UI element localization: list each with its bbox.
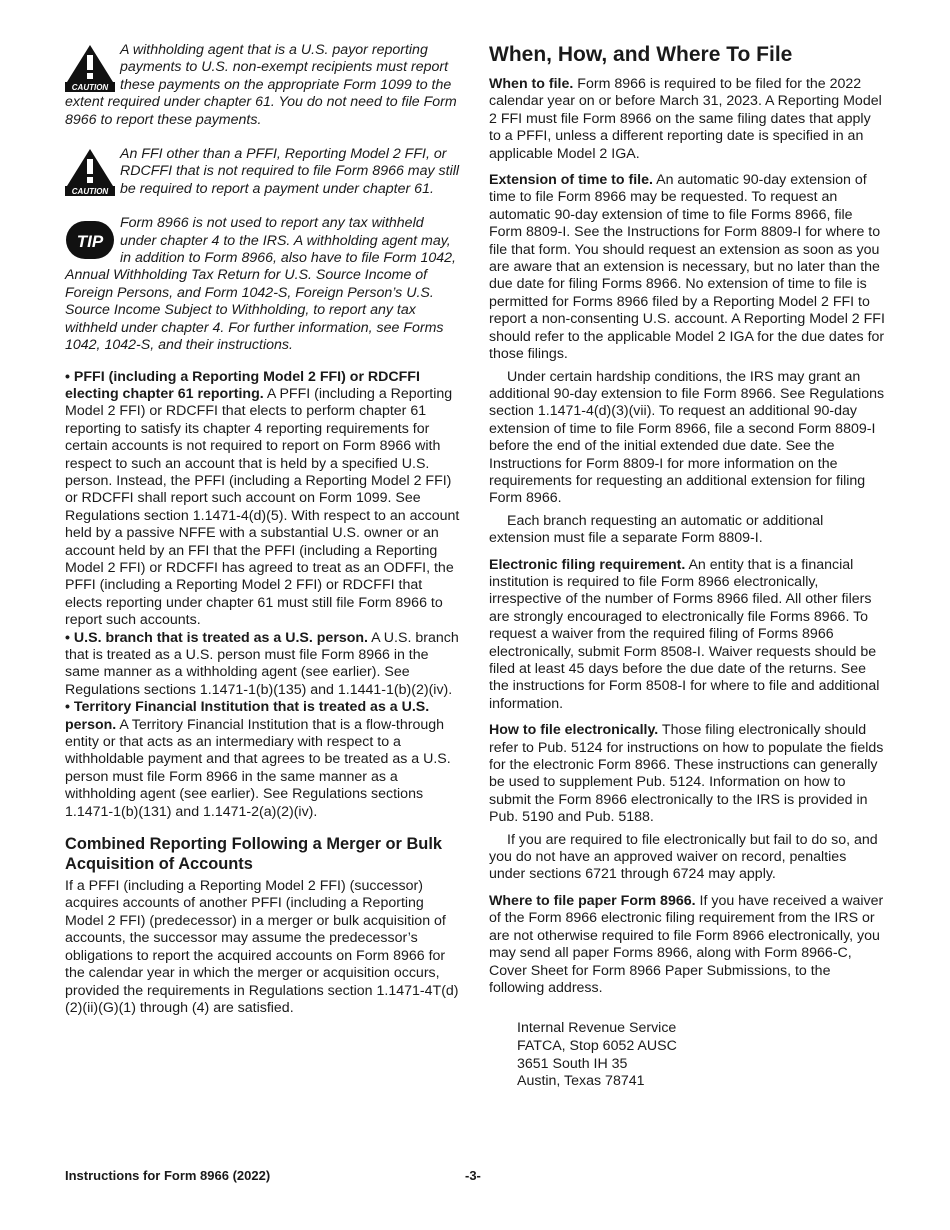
run-in-heading: How to file electronically. (489, 722, 659, 739)
page-number: -3- (465, 1168, 481, 1183)
mailing-address (489, 1020, 885, 1090)
bullet-item (65, 369, 461, 630)
caution-text: A withholding agent that is a U.S. payor reporting payments to U.S. non-exempt recipients must report these payments on the appropriate Form 1099 to the extent required under chapter 61. You do not need to file Form 8966 to report these payments. (65, 42, 457, 128)
caution-text: An FFI other than a PFFI, Reporting Model 2 FFI, or RDCFFI that is not required to file Form 8966 may still be required to report a payment under chapter 61. (120, 146, 460, 197)
penalty-paragraph: If you are required to file electronically but fail to do so, and you do not have an approved waiver on record, penalties under sections 6721 through 6724 may apply. (489, 831, 878, 883)
caution-note (65, 146, 461, 198)
address-line: Austin, Texas 78741 (517, 1073, 645, 1090)
bullet-text: A Territory Financial Institution that is a flow-through entity or that acts as an intermediary with respect to a withholdable payment and that agrees to be treated as a U.S. person must file Form 8966 in the same manner as a withholding agent (see earlier). See Regulations sections 1.1471-1(b)(131) and 1.1471-2(a)(2)(iv). (65, 716, 451, 820)
run-in-heading: Extension of time to file. (489, 172, 653, 189)
address-line: FATCA, Stop 6052 AUSC (517, 1037, 677, 1054)
bullet-item (65, 699, 461, 821)
caution-icon (65, 44, 115, 92)
address-line: 3651 South IH 35 (517, 1055, 628, 1072)
tip-icon (65, 217, 115, 265)
paper-filing-paragraph: Where to file paper Form 8966. If you have received a waiver of the Form 8966 electronic filing requirement from the IRS or are not otherwise required to file Form 8966 electronically, you may send all paper Forms 8966, along with Form 8966-C, Cover Sheet for Form 8966 Paper Submissions, to the following address. (489, 892, 884, 996)
page-title: When, How, and Where To File (489, 43, 793, 66)
bullet-marker: • (65, 629, 70, 646)
bullet-text: A PFFI (including a Reporting Model 2 FFI) or RDCFFI that elects to perform chapter 61 reporting to satisfy its chapter 4 reporting requirements for certain accounts is not required to report on Form 8966 with respect to such an account that is held by a specified U.S. person. Instead, the PFFI (including a Reporting Model 2 FFI) or RDCFFI shall report such account on Form 1099. See Regulations section 1.1471-4(d)(5). With respect to an account held by a passive NFFE with a substantial U.S. owner or an account held by an FFI that the PFFI (including a Reporting Model 2 FFI) or RDCFFI has agreed to treat as an ODFFI, the PFFI (including a Reporting Model 2 FFI) or RDCFFI that elects reporting under chapter 61 must still file Form 8966 to report such accounts. (65, 385, 460, 629)
run-in-heading: Where to file paper Form 8966. (489, 892, 696, 909)
bullet-marker: • (65, 368, 70, 385)
run-in-heading: Electronic filing requirement. (489, 556, 686, 573)
extension-paragraph: Extension of time to file. An automatic 90-day extension of time to file Form 8966 may be requested. To request an automatic 90-day extension of time to file Forms 8966, file Form 8809-I. See the Instructions for Form 8809-I for where to file that form. You should request an extension as soon as you are aware that an extension is necessary, but no later than the due date for filing Forms 8966. No extension of time to file is permitted for Forms 8966 filed by a Reporting Model 2 FFI to report a non-consenting U.S. account. A Reporting Model 2 FFI should refer to the applicable Model 2 IGA for the due dates for those filings. (489, 172, 885, 363)
branch-paragraph: Each branch requesting an automatic or additional extension must file a separate Form 8809-I. (489, 512, 824, 547)
when-to-file-paragraph: When to file. Form 8966 is required to be filed for the 2022 calendar year on or before March 31, 2023. A Reporting Model 2 FFI must file Form 8966 on the same filing dates that apply to a PFFI, unless a different reporting date is specified in an applicable Model 2 IGA. (489, 76, 882, 162)
bullet-marker: • (65, 699, 70, 716)
footer-form-title: Instructions for Form 8966 (2022) (65, 1168, 271, 1183)
caution-note (65, 42, 461, 129)
merger-paragraph: If a PFFI (including a Reporting Model 2 FFI) (successor) acquires accounts of another PFFI (including a Reporting Model 2 FFI) (predecessor) in a merger or bulk acquisition of accounts, the successor may assume the predecessor’s obligations to report the acquired accounts on Form 8966 for the calendar year in which the merger or acquisition occurs, provided the requirements in Regulations section 1.1471-4T(d)(2)(ii)(G)(1) through (4) are satisfied. (65, 878, 459, 1016)
bullet-heading: PFFI (including a Reporting Model 2 FFI) or RDCFFI electing chapter 61 reporting. (65, 368, 420, 402)
address-line: Internal Revenue Service (517, 1020, 677, 1037)
tip-note (65, 215, 461, 354)
bullet-heading: U.S. branch that is treated as a U.S. person. (73, 629, 369, 646)
section-heading: Combined Reporting Following a Merger or Bulk Acquisition of Accounts (65, 835, 442, 874)
bullet-item (65, 630, 461, 700)
hardship-paragraph: Under certain hardship conditions, the IRS may grant an additional 90-day extension to file Form 8966. See Regulations section 1.1471-4(d)(3)(vii). To request an additional 90-day extension of time to file Form 8966, file a second Form 8809-I before the end of the initial extended due date. See the Instructions for Form 8809-I for more information on the requirements for requesting an additional extension for filing Form 8966. (489, 368, 885, 507)
left-column (65, 42, 461, 1017)
run-in-heading: When to file. (489, 76, 574, 92)
tip-text: Form 8966 is not used to report any tax withheld under chapter 4 to the IRS. A withholding agent may, in addition to Form 8966, also have to file Form 1042, Annual Withholding Tax Return for U.S. Source Income of Foreign Persons, and Form 1042-S, Foreign Person’s U.S. Source Income Subject to Withholding, to report any tax withheld under chapter 4. For further information, see Forms 1042, 1042-S, and their instructions. (65, 215, 456, 354)
tip-badge-label: TIP (76, 232, 104, 252)
bullet-heading: Territory Financial Institution that is treated as a U.S. person. (65, 699, 430, 733)
how-to-file-paragraph: How to file electronically. Those filing electronically should refer to Pub. 5124 for instructions on how to populate the fields for the electronic Form 8966. These instructions can generally be used to supplement Pub. 5124. Information on how to submit the Form 8966 electronically to the IRS is provided in Pub. 5190 and Pub. 5188. (489, 722, 884, 826)
right-column (489, 42, 885, 1091)
caution-icon (65, 148, 115, 196)
caution-badge-label: CAUTION (71, 83, 109, 92)
caution-badge-label: CAUTION (71, 187, 109, 197)
electronic-filing-paragraph: Electronic filing requirement. An entity that is a financial institution is required to file Form 8966 electronically, irrespective of the number of Forms 8966 filed. All other filers are strongly encouraged to electronically file Forms 8966. To request a waiver from the required filing of Forms 8966 electronically, submit Form 8508-I. Waiver requests should be filed at least 45 days before the due date of the returns. See the instructions for Form 8508-I for where to file and additional information. (489, 556, 880, 712)
bullet-text: A U.S. branch that is treated as a U.S. person must file Form 8966 in the same manner as a withholding agent (see earlier). See Regulations sections 1.1471-1(b)(135) and 1.1441-1(b)(2)(iv). (65, 629, 459, 698)
